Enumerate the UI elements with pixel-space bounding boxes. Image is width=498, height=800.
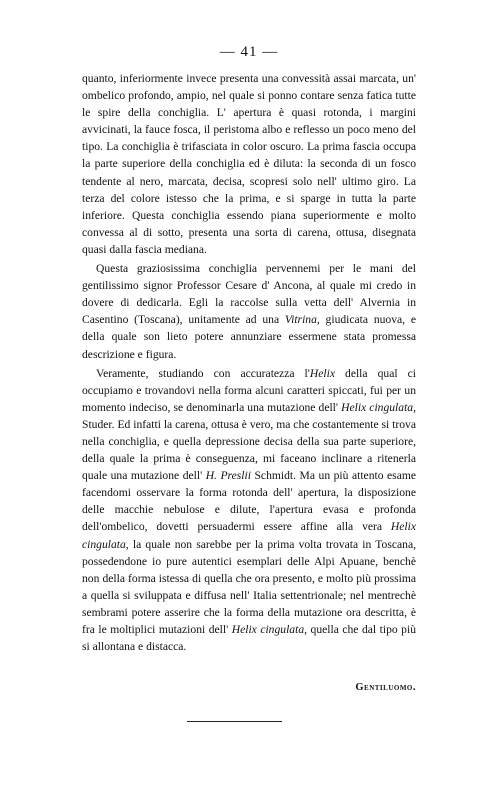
text-run: Schmidt. Ma un più attento esame facendomi osservare la forma rotonda dell' apertura, la disposizione delle macchie nebulose e dilute, l'apertura evasa e profonda dell'ombelico, dovetti persuadermi essere affine alla vera [82,469,417,534]
text-run: Questa graziosissima conchiglia pervennemi per le mani del gentilissimo signor Professor Cesare d' Ancona, al quale mi credo in dovere di dedicarla. Egli la raccolse sulla vetta dell' Alvernia in Casentino (Toscana), unitamente ad una [82,262,416,327]
italic-term: H. Preslii [205,469,251,483]
author-signature: Gentiluomo. [355,682,416,693]
paragraph-1 [82,70,416,258]
body-text [82,70,416,657]
paragraph-3 [82,365,416,656]
page-number: — 41 — [219,44,279,60]
italic-term: Vitrina, [284,313,320,327]
italic-term: Helix cingulata, [341,400,416,414]
text-run: la quale non sarebbe per la prima volta trovata in Toscana, possedendone io pure autentici esemplari delle Alpi Apuane, benchè non della forma istessa di quella che ora presento, e molto più prossima a quella si sviluppata e diffusa nell' Italia settentrionale; nel mentrechè sembrami potere asserire che la forma della mutazione ora descritta, è fra le moltiplici mutazioni dell' [82,537,416,636]
italic-term: Helix cingulata, [82,520,416,551]
italic-term: Helix [309,366,335,380]
italic-term: Helix cingulata, [231,623,308,636]
text-run: quella che dal tipo più si allontana e distacca. [82,623,416,654]
paragraph-2 [82,260,416,363]
text-run: della qual ci occupiamo e trovandovi nella forma alcuni caratteri spiccati, fui per un momento indeciso, se denominarla una mutazione dell' [82,366,416,414]
closing-rule [187,721,282,722]
text-run: Veramente, studiando con accuratezza l' [96,366,310,380]
text-run: Studer. Ed infatti la carena, ottusa è vero, ma che costantemente si trova nella conchiglia, e quella depressione decisa della sua parte superiore, della quale la prima è conseguenza, mi faceano inclinare a ritenerla quale una mutazione dell' [82,417,416,483]
text-run: quanto, inferiormente invece presenta una convessità assai marcata, un' ombelico profondo, ampio, nel quale si ponno contare senza fatica tutte le spire della conchiglia. L' apertura è quasi rotonda, i margini avvicinati, la fauce fosca, il peristoma albo e reflesso un poco meno del tipo. La conchiglia è trifasciata in color oscuro. La prima fascia occupa la parte superiore della conchiglia ed è diluta: la seconda di un fosco tendente al nero, marcata, decisa, scopresi solo nell' ultimo giro. La terza del colore istesso che la prima, e si sparge in tutta la parte inferiore. Questa conchiglia essendo piana superiormente e molto convessa al di sotto, presenta una sorta di carena, ottusa, disegnata quasi dalla fascia mediana. [82,72,416,256]
text-run: giudicata nuova, e della quale son lieto potere annunziare essermene stata promessa descrizione e figura. [82,313,416,361]
